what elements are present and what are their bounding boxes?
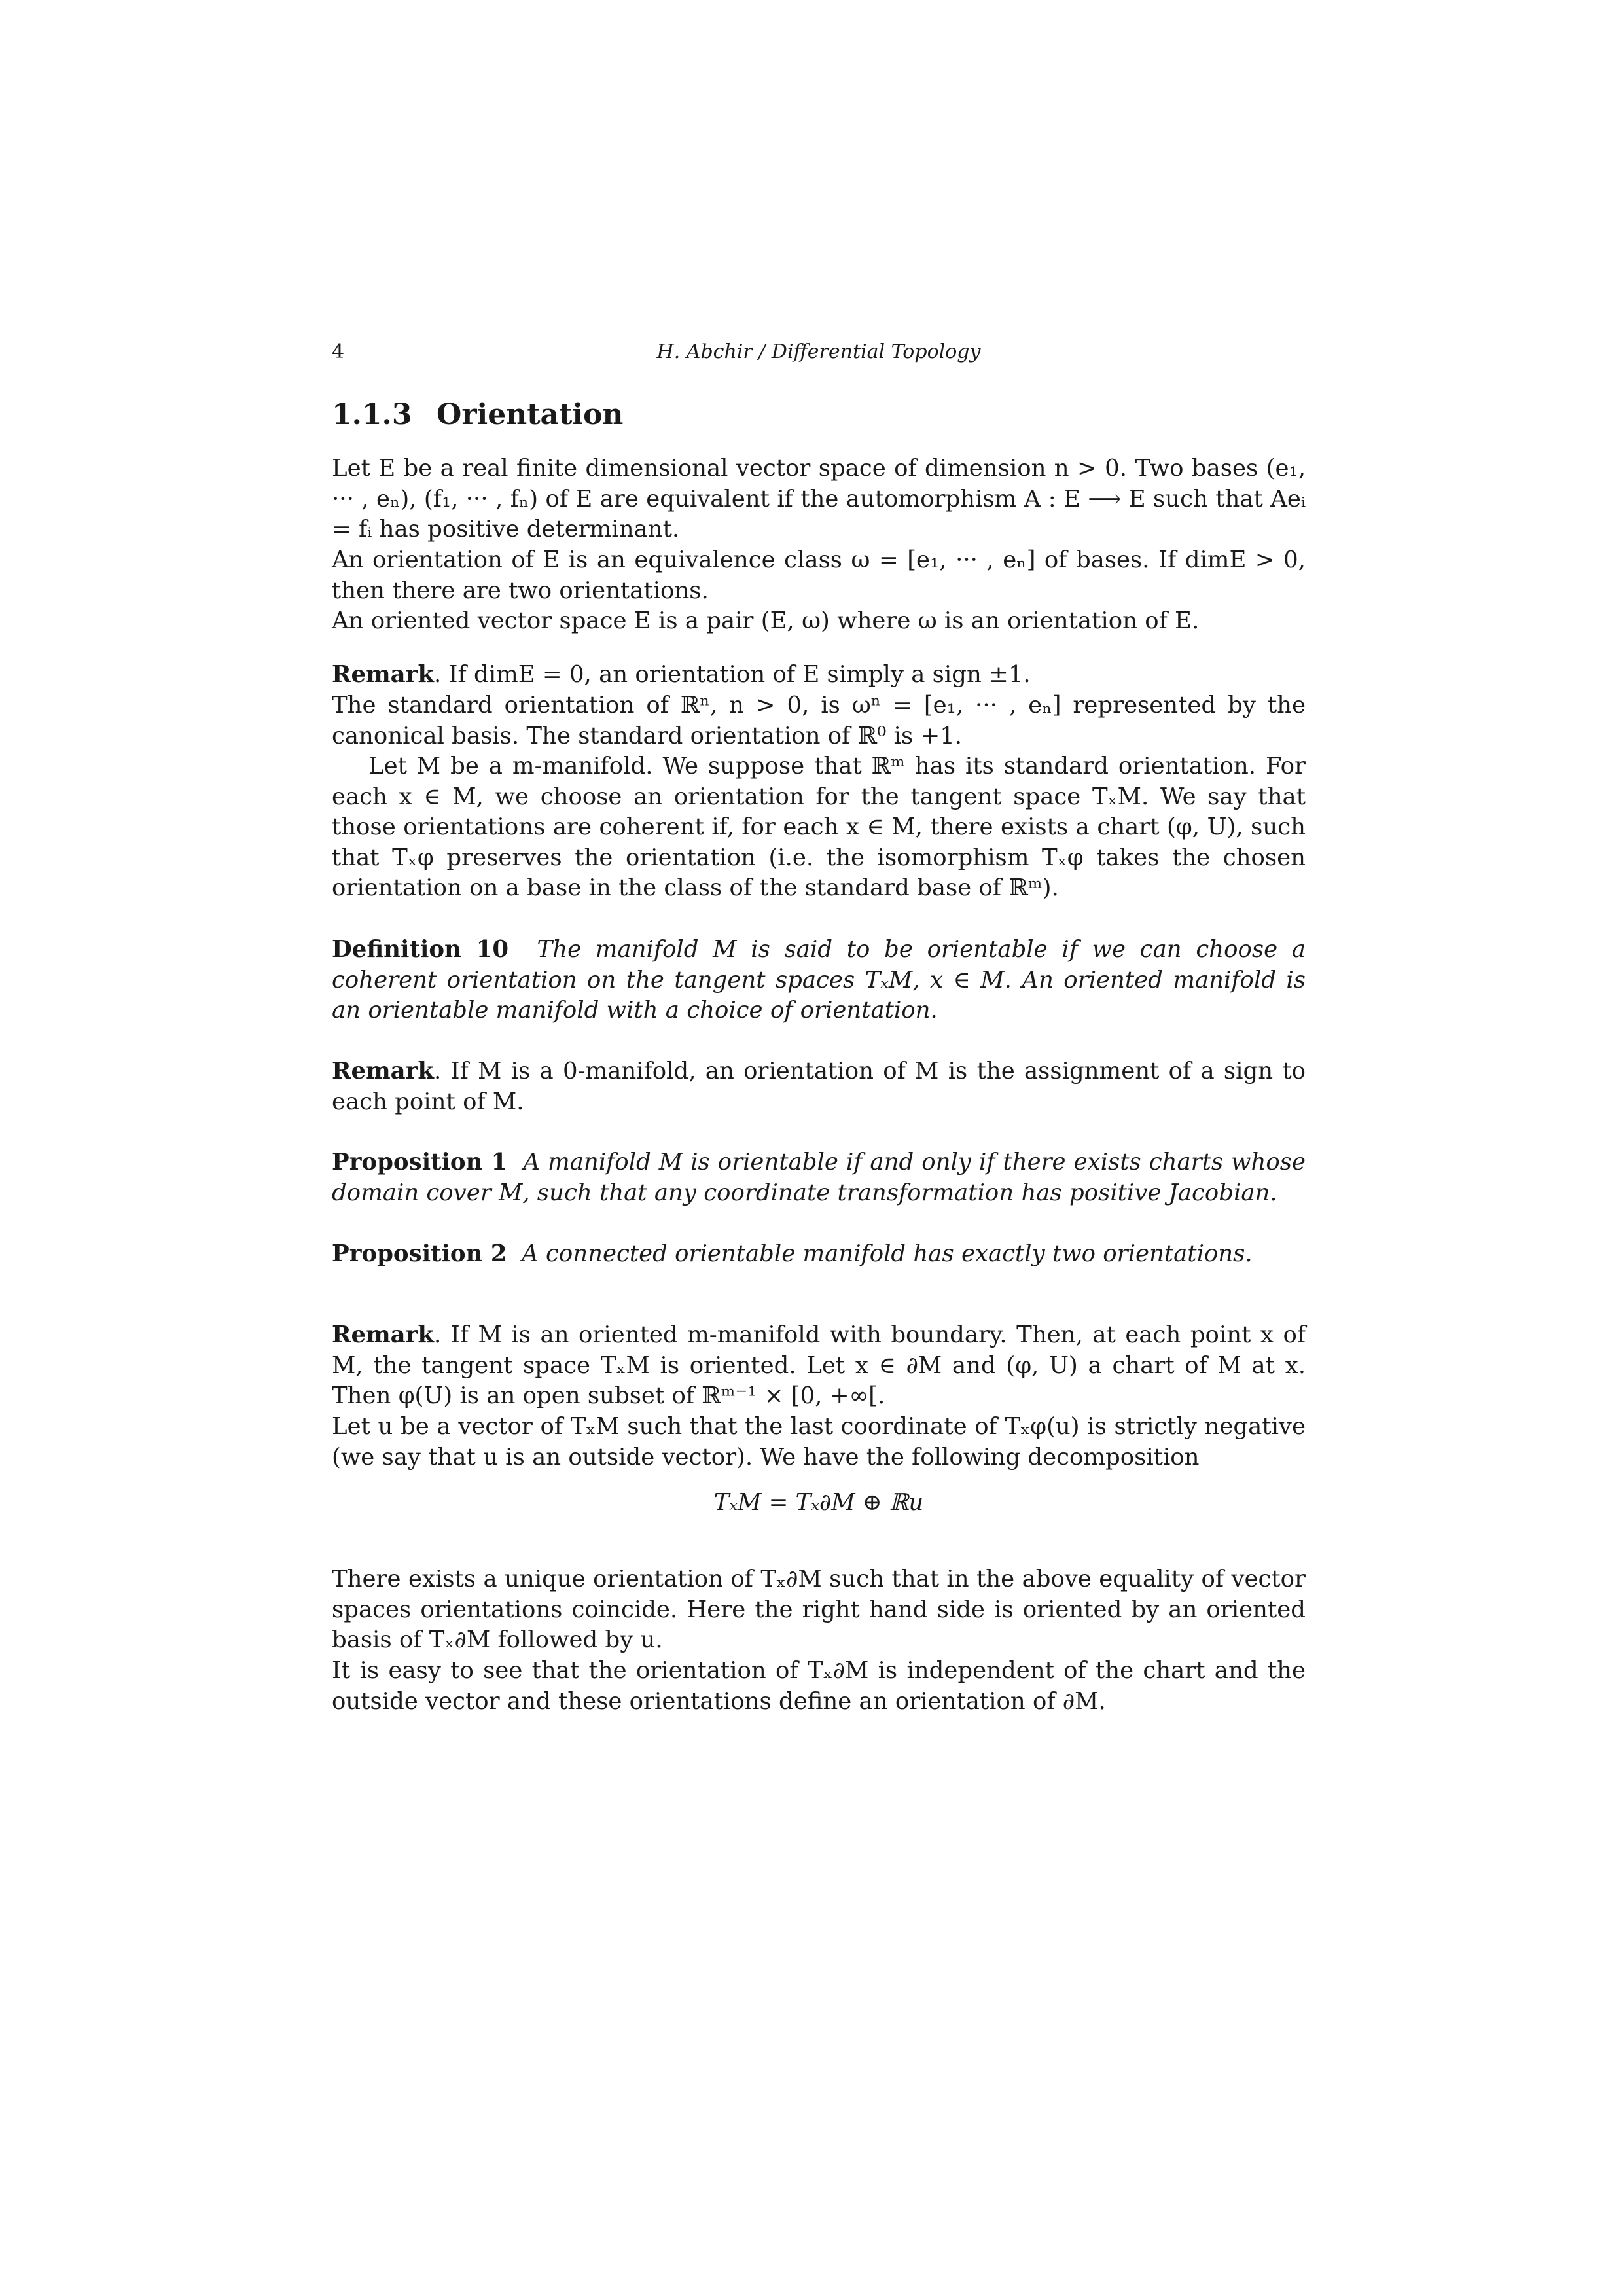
running-header	[332, 332, 1306, 372]
remark-label: Remark	[332, 1321, 434, 1348]
proposition-text: A connected orientable manifold has exactly two orientations.	[522, 1240, 1253, 1267]
proposition-1	[332, 1147, 1306, 1208]
equation-decomposition: TₓM = Tₓ∂M ⊕ ℝu	[713, 1489, 924, 1516]
proposition-2	[332, 1239, 1306, 1270]
section-number: 1.1.3	[332, 398, 412, 431]
remark-text: . If M is an oriented m-manifold with boundary. Then, at each point x of M, the tangent space TₓM is oriented. Let x ∈ ∂M and (φ, U) a chart of M at x. Then φ(U) is an open subset of ℝᵐ⁻¹ × [0, +∞[.	[332, 1321, 1306, 1409]
remark-label: Remark	[332, 1058, 434, 1085]
paragraph-orientation-class: An orientation of E is an equivalence class ω = [e₁, ··· , eₙ] of bases. If dimE > 0, then there are two orientations.	[332, 547, 1306, 604]
section-title: Orientation	[437, 398, 624, 431]
paragraph-coherent: Let M be a m-manifold. We suppose that ℝᵐ has its standard orientation. For each x ∈ M, we choose an orientation for the tangent space TₓM. We say that those orientations are coherent if, for each x ∈ M, there exists a chart (φ, U), such that Tₓφ preserves the orientation (i.e. the isomorphism Tₓφ takes the chosen orientation on a base in the class of the standard base of ℝᵐ).	[332, 753, 1306, 901]
paragraph-unique-orientation: There exists a unique orientation of Tₓ∂M such that in the above equality of vector spaces orientations coincide. Here the right hand side is oriented by an oriented basis of Tₓ∂M followed by u.	[332, 1566, 1306, 1653]
remark-text: . If dimE = 0, an orientation of E simply a sign ±1.	[433, 661, 1031, 688]
proposition-text: A manifold M is orientable if and only if there exists charts whose domain cover M, such that any coordinate transformation has positive Jacobian.	[332, 1149, 1306, 1206]
remark-label: Remark	[332, 661, 434, 688]
running-title: H. Abchir / Differential Topology	[656, 340, 981, 363]
paragraph-bases: Let E be a real finite dimensional vector space of dimension n > 0. Two bases (e₁, ··· , eₙ), (f₁, ··· , fₙ) of E are equivalent if the automorphism A : E ⟶ E such that Aeᵢ = fᵢ has positive determinant.	[332, 455, 1306, 543]
paragraph-oriented-space: An oriented vector space E is a pair (E, ω) where ω is an orientation of E.	[332, 607, 1200, 634]
page-number: 4	[332, 340, 345, 363]
remark-zero-dim	[332, 660, 1306, 691]
section-heading	[332, 398, 623, 431]
definition-10	[332, 935, 1306, 1026]
remark-zero-manifold	[332, 1056, 1306, 1117]
definition-text: The manifold M is said to be orientable if we can choose a coherent orientation on the tangent spaces TₓM, x ∈ M. An oriented manifold is an orientable manifold with a choice of orientation.	[332, 936, 1306, 1024]
proposition-label: Proposition 2	[332, 1240, 507, 1267]
paragraph-outside-vector: Let u be a vector of TₓM such that the last coordinate of Tₓφ(u) is strictly negative (we say that u is an outside vector). We have the following decomposition	[332, 1413, 1306, 1471]
paragraph-standard-orientation: The standard orientation of ℝⁿ, n > 0, is ωⁿ = [e₁, ··· , eₙ] represented by the canonical basis. The standard orientation of ℝ⁰ is +1.	[332, 692, 1306, 749]
remark-boundary	[332, 1320, 1306, 1412]
definition-label: Definition 10	[332, 936, 509, 963]
remark-text: . If M is a 0-manifold, an orientation of M is the assignment of a sign to each point of M.	[332, 1058, 1306, 1115]
paragraph-boundary-orientation: It is easy to see that the orientation of Tₓ∂M is independent of the chart and the outside vector and these orientations define an orientation of ∂M.	[332, 1657, 1306, 1715]
proposition-label: Proposition 1	[332, 1149, 508, 1175]
